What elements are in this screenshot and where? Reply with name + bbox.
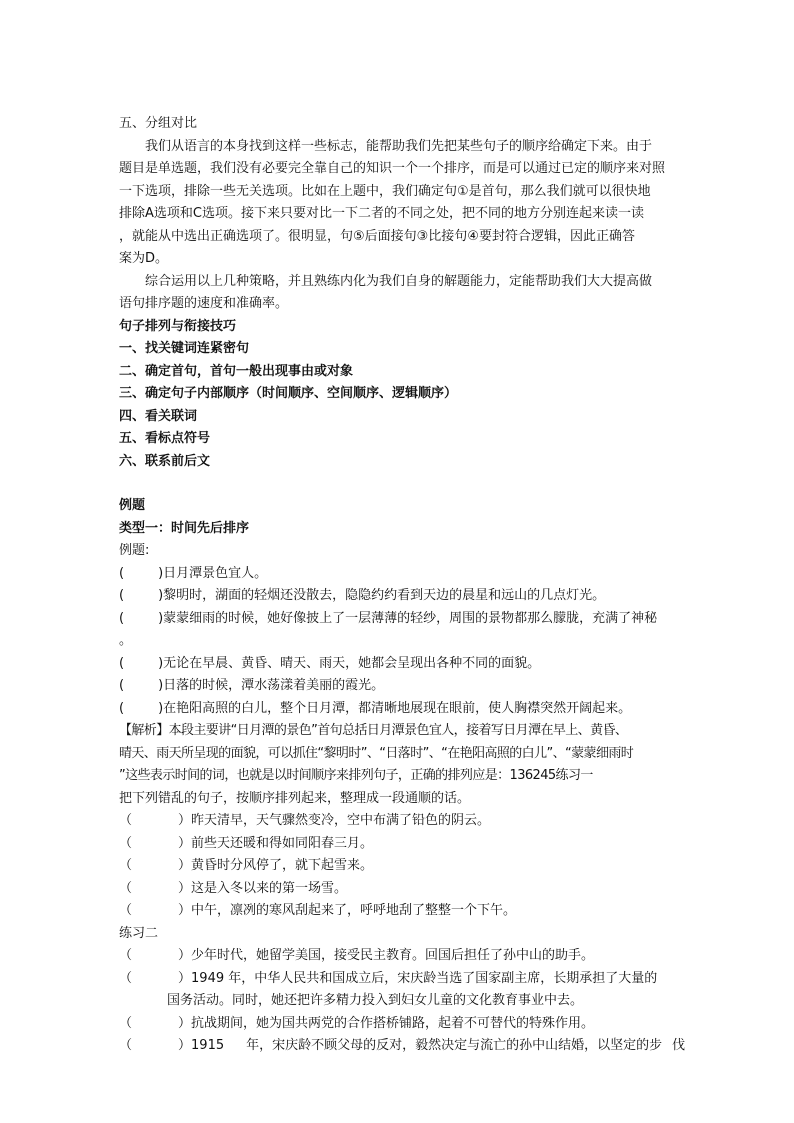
blank-open: ( xyxy=(119,700,125,716)
example-sentence: 黎明时，湖面的轻烟还没散去，隐隐约约看到天边的晨星和远山的几点灯光。 xyxy=(163,588,606,603)
tips-title: 句子排列与衔接技巧 xyxy=(119,318,237,334)
blank-close: ） xyxy=(178,1038,192,1053)
exercise-sentence: 中午，凛冽的寒风刮起来了，呼呼地刮了整整一个下午。 xyxy=(191,903,517,918)
blank-close: ) xyxy=(158,655,164,671)
blank-close: ） xyxy=(178,1015,192,1031)
exercise-sentence: 抗战期间，她为国共两党的合作搭桥铺路，起着不可替代的特殊作用。 xyxy=(191,1015,595,1031)
exercise1-item xyxy=(119,855,679,878)
blank-open: ( xyxy=(119,610,125,626)
exercise-sentence: 昨天清早，天气骤然变冷，空中布满了铅色的阴云。 xyxy=(191,813,491,828)
blank-open: ( xyxy=(119,588,125,603)
example-item xyxy=(119,675,679,698)
example-sentence: 日月潭景色宜人。 xyxy=(163,565,268,581)
blank-open: （ xyxy=(119,813,133,828)
document-body xyxy=(119,113,686,1058)
tip-item: 一、找关键词连紧密句 xyxy=(119,341,250,356)
blank-open: （ xyxy=(119,880,133,896)
paragraph-line: 综合运用以上几种策略，并且熟练内化为我们自身的解题能力，定能帮助我们大大提高做 xyxy=(145,273,653,289)
exercise1-item xyxy=(119,878,679,901)
exercise-sentence: 少年时代，她留学美国，接受民主教育。回国后担任了孙中山的助手。 xyxy=(191,948,595,963)
blank-close: ) xyxy=(158,565,164,581)
exercise2-item xyxy=(119,1013,679,1036)
exercise2-item xyxy=(119,945,679,968)
blank-open: ( xyxy=(119,655,125,671)
paragraph-line: 排除A选项和C选项。接下来只要对比一下二者的不同之处，把不同的地方分别连起来读一读 xyxy=(119,206,644,221)
examples-heading: 例题 xyxy=(119,498,146,513)
exercise-sentence: 年，宋庆龄不顾父母的反对，毅然决定与流亡的孙中山结婚，以坚定的步 xyxy=(246,1038,663,1053)
blank-open: （ xyxy=(119,970,133,986)
paragraph-line: 题目是单选题，我们没有必要完全靠自己的知识一个一个排序，而是可以通过已定的顺序来对照 xyxy=(119,161,666,176)
exercise-sentence: 1949 年，中华人民共和国成立后，宋庆龄当选了国家副主席，长期承担了大量的 xyxy=(191,970,658,986)
paragraph-line: 一下选项，排除一些无关选项。比如在上题中，我们确定句①是首句，那么我们就可以很快地 xyxy=(119,183,651,199)
tip-item: 二、确定首句，首句一般出现事由或对象 xyxy=(119,363,354,379)
tip-item: 五、看标点符号 xyxy=(119,431,211,446)
exercise1-item xyxy=(119,900,679,923)
exercise2-item xyxy=(119,968,679,991)
exercise-sentence: 这是入冬以来的第一场雪。 xyxy=(191,880,348,896)
exercise1-item xyxy=(119,833,679,856)
blank-close: ） xyxy=(178,970,192,986)
exercise-sentence: 前些天还暖和得如同阳春三月。 xyxy=(191,835,374,851)
exercise-instruction: 把下列错乱的句子，按顺序排列起来，整理成一段通顺的话。 xyxy=(119,790,471,806)
exercise2-item xyxy=(119,1035,686,1058)
example-sentence: 在艳阳高照的白儿，整个日月潭，都清晰地展现在眼前，使人胸襟突然开阔起来。 xyxy=(163,700,632,716)
exercise2-item-continuation: 国务活动。同时，她还把许多精力投入到妇女儿童的文化教育事业中去。 xyxy=(167,993,584,1008)
blank-close: ） xyxy=(178,835,192,851)
exercise1-item xyxy=(119,810,679,833)
blank-close: ） xyxy=(178,948,192,963)
blank-open: ( xyxy=(119,565,125,581)
example-item xyxy=(119,608,679,631)
example-item xyxy=(119,585,679,608)
exercise-sentence: 黄昏时分风停了，就下起雪来。 xyxy=(191,858,374,873)
paragraph-line: ，就能从中选出正确选项了。很明显，句⑤后面接句③比接句④要封符合逻辑，因此正确答 xyxy=(119,228,635,244)
example-type-title: 类型一：时间先后排序 xyxy=(119,520,250,536)
exercise2-title: 练习二 xyxy=(119,925,159,941)
tip-item: 四、看关联词 xyxy=(119,408,198,424)
blank-close: ) xyxy=(158,610,164,626)
example-sentence: 无论在早晨、黄昏、晴天、雨天，她都会呈现出各种不同的面貌。 xyxy=(163,655,541,671)
example-item xyxy=(119,563,679,586)
exercise-year: 1915 xyxy=(191,1038,225,1053)
paragraph-line: 我们从语言的本身找到这样一些标志，能帮助我们先把某些句子的顺序给确定下来。由于 xyxy=(145,138,653,154)
blank-close: ） xyxy=(178,880,192,896)
paragraph-line: 案为D。 xyxy=(119,251,169,266)
analysis-line: 【解析】本段主要讲“日月潭的景色”首句总括日月潭景色宜人，接着写日月潭在早上、黄昏、 xyxy=(119,723,628,738)
section-heading: 五、分组对比 xyxy=(119,116,198,131)
example-sentence: 日落的时候，潭水荡漾着美丽的霞光。 xyxy=(163,678,385,693)
example-item-wrap: 。 xyxy=(119,633,133,648)
example-sentence: 蒙蒙细雨的时候，她好像披上了一层薄薄的轻纱，周围的景物都那么朦胧，充满了神秘 xyxy=(163,610,658,626)
blank-close: ) xyxy=(158,588,164,603)
blank-open: ( xyxy=(119,678,125,693)
blank-open: （ xyxy=(119,948,133,963)
blank-open: （ xyxy=(119,1015,133,1031)
blank-close: ） xyxy=(178,903,192,918)
analysis-line: ”这些表示时间的词，也就是以时间顺序来排列句子，正确的排列应是：136245练习一 xyxy=(119,768,593,783)
blank-open: （ xyxy=(119,835,133,851)
example-label: 例题: xyxy=(119,543,150,558)
analysis-line: 晴天、雨天所呈现的面貌，可以抓住“黎明时”、“日落时”、“在艳阳高照的白儿”、“蒙蒙细雨时 xyxy=(119,745,634,761)
exercise-sentence-tail: 伐 xyxy=(672,1038,686,1053)
blank-close: ) xyxy=(158,678,164,693)
example-item xyxy=(119,653,679,676)
paragraph-line: 语句排序题的速度和准确率。 xyxy=(119,296,289,311)
tip-item: 三、确定句子内部顺序（时间顺序、空间顺序、逻辑顺序） xyxy=(119,386,458,401)
tip-item: 六、联系前后文 xyxy=(119,453,211,469)
blank-open: （ xyxy=(119,858,133,873)
blank-close: ） xyxy=(178,813,192,828)
blank-close: ） xyxy=(178,858,192,873)
blank-open: （ xyxy=(119,1038,133,1053)
example-item xyxy=(119,698,679,721)
blank-close: ) xyxy=(158,700,164,716)
blank-open: （ xyxy=(119,903,133,918)
